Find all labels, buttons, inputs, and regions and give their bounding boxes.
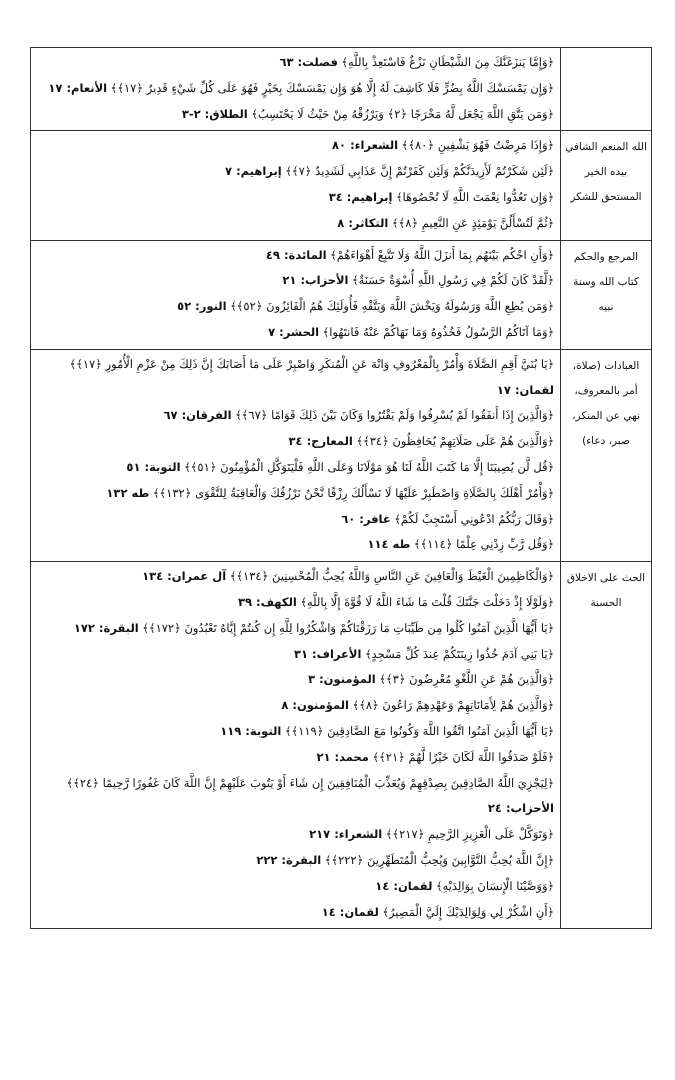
verse-text: ثُمَّ لَتُسْأَلُنَّ يَوْمَئِذٍ عَنِ النَّعِيمِ ﴿٨﴾ xyxy=(398,215,548,230)
verse-item: ﴿وَلَوْلَا إِذْ دَخَلْتَ جَنَّتَكَ قُلْتَ مَا شَاءَ اللَّهُ لَا قُوَّةَ إِلَّا بِاللَّهِ﴾ الكهف: ٣٩ xyxy=(237,594,554,609)
topic-label: المرجع والحكم كتاب الله وسنة نبيه xyxy=(573,250,639,313)
verse-text: وَوَصَّيْنَا الْإِنسَانَ بِوَالِدَيْهِ xyxy=(442,878,548,893)
verse-item: ﴿يَا بَنِي آدَمَ خُذُوا زِينَتَكُمْ عِندَ كُلِّ مَسْجِدٍ﴾ الأعراف: ٣١ xyxy=(293,646,554,661)
topic-label: الحث على الاخلاق الحسنة xyxy=(566,572,646,610)
verse-text: وَالَّذِينَ إِذَا أَنفَقُوا لَمْ يُسْرِفُوا وَلَمْ يَقْتُرُوا وَكَانَ بَيْنَ ذَلِكَ قَوَامًا ﴿٦٧﴾ xyxy=(241,408,548,423)
verse-text: وَالْكَاظِمِينَ الْغَيْظَ وَالْعَافِينَ عَنِ النَّاسِ وَاللَّهُ يُحِبُّ الْمُحْسِنِينَ ﴿١٣٤﴾ xyxy=(236,569,548,584)
verse-reference: لقمان: ١٧ xyxy=(496,382,554,397)
table-row xyxy=(31,562,652,929)
page xyxy=(30,47,652,929)
verse-item: ﴿وَمَا آتَاكُمُ الرَّسُولُ فَخُذُوهُ وَمَا نَهَاكُمْ عَنْهُ فَانتَهُوا﴾ الحشر: ٧ xyxy=(268,324,554,339)
verse-item: ﴿وَتَوَكَّلْ عَلَى الْعَزِيزِ الرَّحِيمِ ﴿٢١٧﴾﴾ الشعراء: ٢١٧ xyxy=(309,827,554,842)
verse-text: يَا بَنِي آدَمَ خُذُوا زِينَتَكُمْ عِندَ كُلِّ مَسْجِدٍ xyxy=(371,646,548,661)
verse-reference: آل عمران: ١٣٤ xyxy=(142,569,227,584)
verse-text: وَأَنِ احْكُم بَيْنَهُم بِمَا أَنزَلَ اللَّهُ وَلَا تَتَّبِعْ أَهْوَاءَهُمْ xyxy=(336,247,548,262)
verse-item: ﴿يَا أَيُّهَا الَّذِينَ آمَنُوا اتَّقُوا اللَّهَ وَكُونُوا مَعَ الصَّادِقِينَ ﴿١١٩﴾﴾ التوبة: ١١٩ xyxy=(220,723,554,738)
verse-text: أَنِ اشْكُرْ لِي وَلِوَالِدَيْكَ إِلَيَّ الْمَصِيرُ xyxy=(388,904,548,919)
verse-reference: إبراهيم: ٧ xyxy=(225,164,282,179)
verse-item: ﴿لَئِن شَكَرْتُمْ لَأَزِيدَنَّكُمْ وَلَئِن كَفَرْتُمْ إِنَّ عَذَابِي لَشَدِيدٌ ﴿٧﴾﴾ إبراهيم: ٧ xyxy=(225,164,554,179)
verse-reference: الأحزاب: ٢١ xyxy=(282,273,349,288)
verse-reference: التوبة: ١١٩ xyxy=(220,723,282,738)
table-row xyxy=(31,240,652,349)
verse-text: فَلَوْ صَدَقُوا اللَّهَ لَكَانَ خَيْرًا لَّهُمْ ﴿٢١﴾ xyxy=(379,749,548,764)
verse-item: ﴿إِنَّ اللَّهَ يُحِبُّ التَّوَّابِينَ وَيُحِبُّ الْمُتَطَهِّرِينَ ﴿٢٢٢﴾﴾ البقرة: ٢٢٢ xyxy=(256,852,554,867)
verse-text: وَمَا آتَاكُمُ الرَّسُولُ فَخُذُوهُ وَمَا نَهَاكُمْ عَنْهُ فَانتَهُوا xyxy=(329,324,548,339)
verse-reference: فصلت: ٦٣ xyxy=(279,55,338,69)
verse-text: وَمَن يَتَّقِ اللَّهَ يَجْعَل لَّهُ مَخْرَجًا ﴿٢﴾ وَيَرْزُقْهُ مِنْ حَيْثُ لَا يَحْتَسِبُ xyxy=(257,106,548,121)
verse-item: ﴿وَالَّذِينَ هُمْ لِأَمَانَاتِهِمْ وَعَهْدِهِمْ رَاعُونَ ﴿٨﴾﴾ المؤمنون: ٨ xyxy=(281,698,554,713)
verse-item: ﴿وَقَالَ رَبُّكُمُ ادْعُونِي أَسْتَجِبْ لَكُمْ﴾ غافر: ٦٠ xyxy=(341,511,554,526)
verse-item: ﴿ثُمَّ لَتُسْأَلُنَّ يَوْمَئِذٍ عَنِ النَّعِيمِ ﴿٨﴾﴾ التكاثر: ٨ xyxy=(337,215,554,230)
verse-item: ﴿وَمَن يُطِعِ اللَّهَ وَرَسُولَهُ وَيَخْشَ اللَّهَ وَيَتَّقْهِ فَأُولَئِكَ هُمُ الْفَائِزُونَ ﴿٥٢﴾﴾ النور: ٥٢ xyxy=(177,299,554,314)
verse-text: يَا أَيُّهَا الَّذِينَ آمَنُوا كُلُوا مِن طَيِّبَاتِ مَا رَزَقْنَاكُمْ وَاشْكُرُوا لِلَّهِ إِن كُنتُمْ إِيَّاهُ تَعْبُدُونَ ﴿١٧٢﴾ xyxy=(148,620,548,635)
verse-text: قُل لَّن يُصِيبَنَا إِلَّا مَا كَتَبَ اللَّهُ لَنَا هُوَ مَوْلَانَا وَعَلَى اللَّهِ فَلْيَتَوَكَّلِ الْمُؤْمِنُونَ ﴿٥١﴾ xyxy=(190,459,548,474)
table-row xyxy=(31,131,652,240)
verse-item: ﴿وَالَّذِينَ هُمْ عَلَى صَلَاتِهِمْ يُحَافِظُونَ ﴿٣٤﴾﴾ المعارج: ٣٤ xyxy=(288,434,554,449)
verse-reference: التوبة: ٥١ xyxy=(126,459,181,474)
verse-text: وَالَّذِينَ هُمْ عَلَى صَلَاتِهِمْ يُحَافِظُونَ ﴿٣٤﴾ xyxy=(362,434,548,449)
verse-reference: التكاثر: ٨ xyxy=(337,215,389,230)
verse-item: ﴿وَقُل رَّبِّ زِدْنِي عِلْمًا ﴿١١٤﴾﴾ طه ١١٤ xyxy=(367,537,554,552)
verse-text: وَقُل رَّبِّ زِدْنِي عِلْمًا ﴿١١٤﴾ xyxy=(420,537,548,552)
verse-reference: الشعراء: ٨٠ xyxy=(332,138,399,153)
table-row xyxy=(31,48,652,131)
verse-item: ﴿وَإِن تَعُدُّوا نِعْمَتَ اللَّهِ لَا تُحْصُوهَا﴾ إبراهيم: ٣٤ xyxy=(328,189,554,204)
topic-cell xyxy=(561,48,652,131)
verse-reference: البقرة: ١٧٢ xyxy=(73,620,139,635)
verse-reference: الشعراء: ٢١٧ xyxy=(309,827,383,842)
verse-text: وَمَن يُطِعِ اللَّهَ وَرَسُولَهُ وَيَخْشَ اللَّهَ وَيَتَّقْهِ فَأُولَئِكَ هُمُ الْفَائِزُونَ ﴿٥٢﴾ xyxy=(236,299,548,314)
verse-text: وَتَوَكَّلْ عَلَى الْعَزِيزِ الرَّحِيمِ ﴿٢١٧﴾ xyxy=(392,827,548,842)
verse-reference: المعارج: ٣٤ xyxy=(288,434,353,449)
verse-reference: الفرقان: ٦٧ xyxy=(163,408,232,423)
table-row xyxy=(31,349,652,561)
verse-reference: المائدة: ٤٩ xyxy=(265,247,327,262)
verse-item: ﴿وَالْكَاظِمِينَ الْغَيْظَ وَالْعَافِينَ عَنِ النَّاسِ وَاللَّهُ يُحِبُّ الْمُحْسِنِينَ ﴿١٣٤﴾﴾ آل عمران: ١٣٤ xyxy=(142,569,554,584)
verse-reference: طه ١١٤ xyxy=(367,537,411,552)
verse-reference: الطلاق: ٢-٣ xyxy=(181,106,248,121)
verse-reference: لقمان: ١٤ xyxy=(375,878,433,893)
verse-item: ﴿وَإِمَّا يَنزَغَنَّكَ مِنَ الشَّيْطَانِ نَزْغٌ فَاسْتَعِذْ بِاللَّهِ﴾ فصلت: ٦٣ xyxy=(279,55,554,69)
topic-cell xyxy=(561,131,652,240)
verse-reference: الأنعام: ١٧ xyxy=(48,80,108,95)
verse-reference: الكهف: ٣٩ xyxy=(237,594,297,609)
verse-text: وَقَالَ رَبُّكُمُ ادْعُونِي أَسْتَجِبْ لَكُمْ xyxy=(400,511,548,526)
topic-label: العبادات (صلاة، أمر بالمعروف، نهي عن المنكر، صبر، دعاء) xyxy=(572,359,640,447)
verse-text: وَإِن تَعُدُّوا نِعْمَتَ اللَّهِ لَا تُحْصُوهَا xyxy=(402,189,548,204)
topic-cell xyxy=(561,240,652,349)
topic-cell xyxy=(561,562,652,929)
verse-text: لَئِن شَكَرْتُمْ لَأَزِيدَنَّكُمْ وَلَئِن كَفَرْتُمْ إِنَّ عَذَابِي لَشَدِيدٌ ﴿٧﴾ xyxy=(291,164,548,179)
verses-cell xyxy=(31,240,561,349)
verse-item: ﴿أَنِ اشْكُرْ لِي وَلِوَالِدَيْكَ إِلَيَّ الْمَصِيرُ﴾ لقمان: ١٤ xyxy=(321,904,554,919)
verse-reference: المؤمنون: ٣ xyxy=(308,672,376,687)
verse-item: ﴿لَّقَدْ كَانَ لَكُمْ فِي رَسُولِ اللَّهِ أُسْوَةٌ حَسَنَةٌ﴾ الأحزاب: ٢١ xyxy=(282,273,554,288)
verses-cell xyxy=(31,349,561,561)
verse-reference: غافر: ٦٠ xyxy=(341,511,391,526)
verse-text: يَا بُنَيَّ أَقِمِ الصَّلَاةَ وَأْمُرْ بِالْمَعْرُوفِ وَانْهَ عَنِ الْمُنكَرِ وَاصْبِرْ عَلَى مَا أَصَابَكَ إِنَّ ذَلِكَ مِنْ عَزْمِ الْأُمُورِ ﴿١٧﴾ xyxy=(76,356,548,371)
verses-cell xyxy=(31,562,561,929)
verse-text: وَإِن يَمْسَسْكَ اللَّهُ بِضُرٍّ فَلَا كَاشِفَ لَهُ إِلَّا هُوَ وَإِن يَمْسَسْكَ بِخَيْرٍ فَهُوَ عَلَى كُلِّ شَيْءٍ قَدِيرٌ ﴿١٧﴾ xyxy=(117,80,548,95)
verse-reference: النور: ٥٢ xyxy=(177,299,227,314)
verse-item: ﴿وَإِذَا مَرِضْتُ فَهُوَ يَشْفِينِ ﴿٨٠﴾﴾ الشعراء: ٨٠ xyxy=(332,138,554,153)
verse-item: ﴿وَوَصَّيْنَا الْإِنسَانَ بِوَالِدَيْهِ﴾ لقمان: ١٤ xyxy=(375,878,554,893)
verse-text: لِيَجْزِيَ اللَّهُ الصَّادِقِينَ بِصِدْقِهِمْ وَيُعَذِّبَ الْمُنَافِقِينَ إِن شَاءَ أَوْ يَتُوبَ عَلَيْهِمْ إِنَّ اللَّهَ كَانَ غَفُورًا رَّحِيمًا ﴿٢٤﴾ xyxy=(73,775,548,790)
verse-item: ﴿وَإِن يَمْسَسْكَ اللَّهُ بِضُرٍّ فَلَا كَاشِفَ لَهُ إِلَّا هُوَ وَإِن يَمْسَسْكَ بِخَيْرٍ فَهُوَ عَلَى كُلِّ شَيْءٍ قَدِيرٌ ﴿١٧﴾﴾ الأنعام: ١٧ xyxy=(48,80,554,95)
verses-table xyxy=(30,47,652,929)
verse-text: وَلَوْلَا إِذْ دَخَلْتَ جَنَّتَكَ قُلْتَ مَا شَاءَ اللَّهُ لَا قُوَّةَ إِلَّا بِاللَّهِ xyxy=(306,594,548,609)
verse-item: ﴿وَالَّذِينَ إِذَا أَنفَقُوا لَمْ يُسْرِفُوا وَلَمْ يَقْتُرُوا وَكَانَ بَيْنَ ذَلِكَ قَوَامًا ﴿٦٧﴾﴾ الفرقان: ٦٧ xyxy=(163,408,554,423)
verse-item: ﴿وَالَّذِينَ هُمْ عَنِ اللَّغْوِ مُعْرِضُونَ ﴿٣﴾﴾ المؤمنون: ٣ xyxy=(308,672,554,687)
verse-text: وَالَّذِينَ هُمْ عَنِ اللَّغْوِ مُعْرِضُونَ ﴿٣﴾ xyxy=(385,672,548,687)
verse-reference: المؤمنون: ٨ xyxy=(281,698,349,713)
verse-reference: إبراهيم: ٣٤ xyxy=(328,189,393,204)
verse-text: وَأْمُرْ أَهْلَكَ بِالصَّلَاةِ وَاصْطَبِرْ عَلَيْهَا لَا نَسْأَلُكَ رِزْقًا نَّحْنُ نَرْزُقُكَ وَالْعَاقِبَةُ لِلتَّقْوَى ﴿١٣٢﴾ xyxy=(159,485,548,500)
topic-label: الله المنعم الشافي بيده الخير المستحق للشكر xyxy=(565,141,647,204)
verse-reference: لقمان: ١٤ xyxy=(321,904,379,919)
verse-reference: محمد: ٢١ xyxy=(316,749,369,764)
verse-item: ﴿فَلَوْ صَدَقُوا اللَّهَ لَكَانَ خَيْرًا لَّهُمْ ﴿٢١﴾﴾ محمد: ٢١ xyxy=(316,749,554,764)
verse-item: ﴿وَأْمُرْ أَهْلَكَ بِالصَّلَاةِ وَاصْطَبِرْ عَلَيْهَا لَا نَسْأَلُكَ رِزْقًا نَّحْنُ نَرْزُقُكَ وَالْعَاقِبَةُ لِلتَّقْوَى ﴿١٣٢﴾﴾ طه ١٣٢ xyxy=(106,485,554,500)
verse-reference: الحشر: ٧ xyxy=(268,324,320,339)
verse-reference: الأحزاب: ٢٤ xyxy=(487,801,554,816)
verse-item: ﴿وَمَن يَتَّقِ اللَّهَ يَجْعَل لَّهُ مَخْرَجًا ﴿٢﴾ وَيَرْزُقْهُ مِنْ حَيْثُ لَا يَحْتَسِبُ﴾ الطلاق: ٢-٣ xyxy=(181,106,554,121)
verse-text: وَإِذَا مَرِضْتُ فَهُوَ يَشْفِينِ ﴿٨٠﴾ xyxy=(408,138,548,153)
verses-cell xyxy=(31,131,561,240)
verse-text: يَا أَيُّهَا الَّذِينَ آمَنُوا اتَّقُوا اللَّهَ وَكُونُوا مَعَ الصَّادِقِينَ ﴿١١٩﴾ xyxy=(291,723,548,738)
verse-text: وَالَّذِينَ هُمْ لِأَمَانَاتِهِمْ وَعَهْدِهِمْ رَاعُونَ ﴿٨﴾ xyxy=(359,698,548,713)
verse-reference: طه ١٣٢ xyxy=(106,485,150,500)
verse-reference: الأعراف: ٣١ xyxy=(293,646,362,661)
topic-cell xyxy=(561,349,652,561)
verse-item: ﴿وَأَنِ احْكُم بَيْنَهُم بِمَا أَنزَلَ اللَّهُ وَلَا تَتَّبِعْ أَهْوَاءَهُمْ﴾ المائدة: ٤٩ xyxy=(265,247,554,262)
verse-text: لَّقَدْ كَانَ لَكُمْ فِي رَسُولِ اللَّهِ أُسْوَةٌ حَسَنَةٌ xyxy=(358,273,548,288)
verse-item: ﴿يَا أَيُّهَا الَّذِينَ آمَنُوا كُلُوا مِن طَيِّبَاتِ مَا رَزَقْنَاكُمْ وَاشْكُرُوا لِلَّهِ إِن كُنتُمْ إِيَّاهُ تَعْبُدُونَ ﴿١٧٢﴾﴾ البقرة: ١٧٢ xyxy=(73,620,554,635)
verse-text: إِنَّ اللَّهَ يُحِبُّ التَّوَّابِينَ وَيُحِبُّ الْمُتَطَهِّرِينَ ﴿٢٢٢﴾ xyxy=(331,852,548,867)
verse-item: ﴿يَا بُنَيَّ أَقِمِ الصَّلَاةَ وَأْمُرْ بِالْمَعْرُوفِ وَانْهَ عَنِ الْمُنكَرِ وَاصْبِرْ عَلَى مَا أَصَابَكَ إِنَّ ذَلِكَ مِنْ عَزْمِ الْأُمُورِ ﴿١٧﴾﴾ لقمان: ١٧ xyxy=(69,356,554,397)
verse-item: ﴿قُل لَّن يُصِيبَنَا إِلَّا مَا كَتَبَ اللَّهُ لَنَا هُوَ مَوْلَانَا وَعَلَى اللَّهِ فَلْيَتَوَكَّلِ الْمُؤْمِنُونَ ﴿٥١﴾﴾ التوبة: ٥١ xyxy=(126,459,554,474)
verse-reference: البقرة: ٢٢٢ xyxy=(256,852,322,867)
verses-cell xyxy=(31,48,561,131)
verse-item: ﴿لِيَجْزِيَ اللَّهُ الصَّادِقِينَ بِصِدْقِهِمْ وَيُعَذِّبَ الْمُنَافِقِينَ إِن شَاءَ أَوْ يَتُوبَ عَلَيْهِمْ إِنَّ اللَّهَ كَانَ غَفُورًا رَّحِيمًا ﴿٢٤﴾﴾ الأحزاب: ٢٤ xyxy=(66,775,554,816)
verse-text: وَإِمَّا يَنزَغَنَّكَ مِنَ الشَّيْطَانِ نَزْغٌ فَاسْتَعِذْ بِاللَّهِ xyxy=(348,55,548,69)
